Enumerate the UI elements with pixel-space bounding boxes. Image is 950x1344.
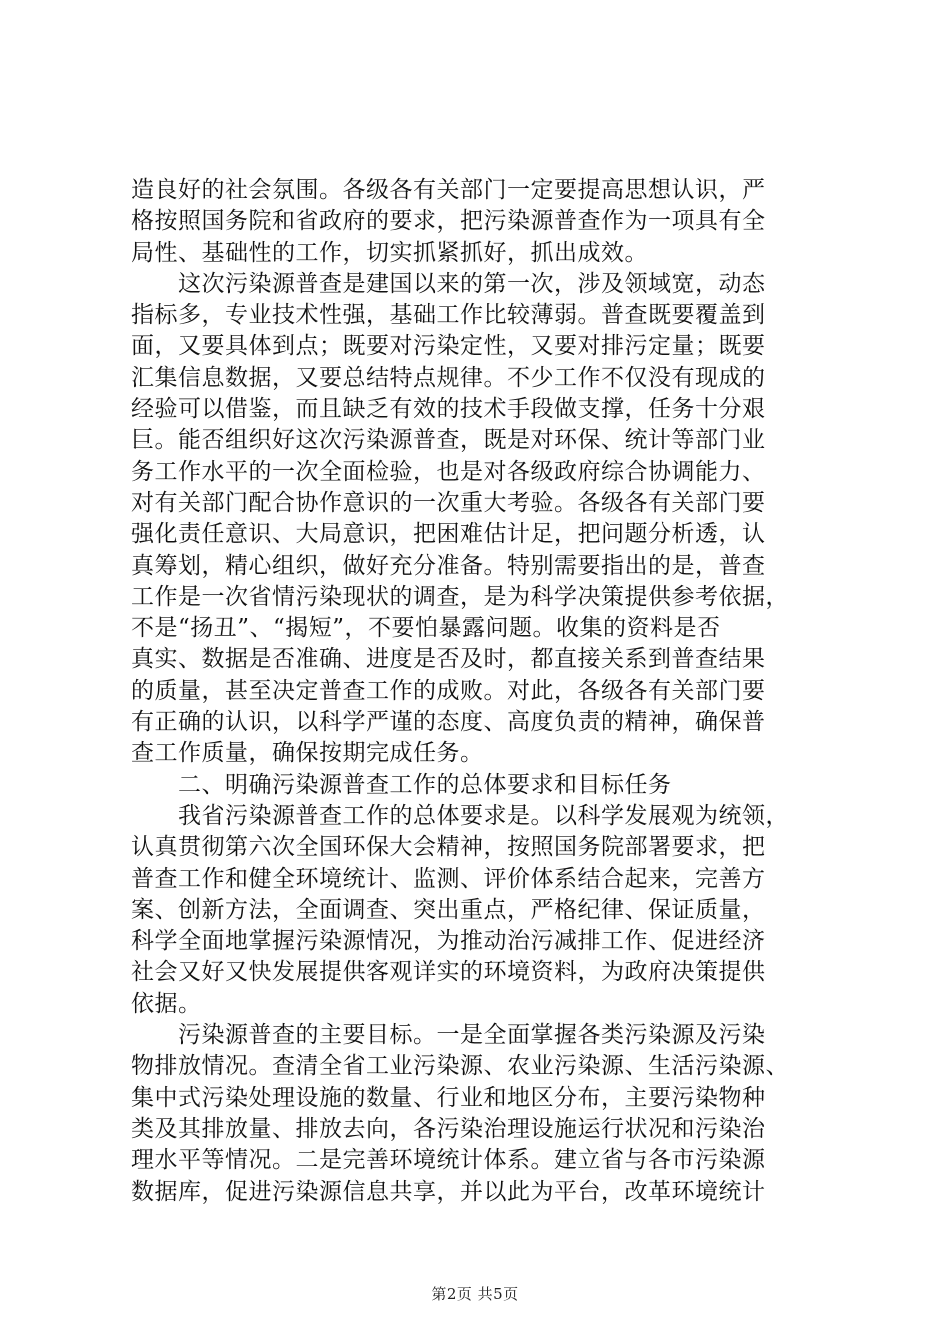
text-line: 真筹划，精心组织，做好充分准备。特别需要指出的是，普查 bbox=[131, 552, 766, 579]
text-line: 不是“扬丑”、“揭短”，不要怕暴露问题。收集的资料是否 bbox=[131, 615, 721, 642]
text-line: 巨。能否组织好这次污染源普查，既是对环保、统计等部门业 bbox=[131, 427, 766, 454]
text-line: 案、创新方法，全面调查、突出重点，严格纪律、保证质量， bbox=[131, 896, 766, 923]
document-body bbox=[131, 175, 831, 1208]
text-line: 对有关部门配合协作意识的一次重大考验。各级各有关部门要 bbox=[131, 489, 766, 516]
text-line: 格按照国务院和省政府的要求，把污染源普查作为一项具有全 bbox=[131, 208, 766, 235]
text-line: 务工作水平的一次全面检验，也是对各级政府综合协调能力、 bbox=[131, 458, 766, 485]
text-line: 汇集信息数据，又要总结特点规律。不少工作不仅没有现成的 bbox=[131, 364, 766, 391]
text-line: 这次污染源普查是建国以来的第一次，涉及领域宽，动态 bbox=[131, 270, 766, 297]
text-line: 数据库，促进污染源信息共享，并以此为平台，改革环境统计 bbox=[131, 1178, 766, 1205]
section-heading: 二、明确污染源普查工作的总体要求和目标任务 bbox=[131, 771, 672, 798]
text-line: 污染源普查的主要目标。一是全面掌握各类污染源及污染 bbox=[131, 1022, 766, 1049]
text-line: 集中式污染处理设施的数量、行业和地区分布，主要污染物种 bbox=[131, 1084, 766, 1111]
text-line: 理水平等情况。二是完善环境统计体系。建立省与各市污染源 bbox=[131, 1147, 766, 1174]
text-line: 强化责任意识、大局意识，把困难估计足，把问题分析透，认 bbox=[131, 521, 766, 548]
text-line: 的质量，甚至决定普查工作的成败。对此，各级各有关部门要 bbox=[131, 677, 766, 704]
text-line: 经验可以借鉴，而且缺乏有效的技术手段做支撑，任务十分艰 bbox=[131, 396, 766, 423]
text-line: 局性、基础性的工作，切实抓紧抓好，抓出成效。 bbox=[131, 239, 648, 266]
text-line: 有正确的认识，以科学严谨的态度、高度负责的精神，确保普 bbox=[131, 709, 766, 736]
text-line: 工作是一次省情污染现状的调查，是为科学决策提供参考依据， bbox=[131, 583, 789, 610]
text-line: 造良好的社会氛围。各级各有关部门一定要提高思想认识，严 bbox=[131, 177, 766, 203]
text-line: 科学全面地掌握污染源情况，为推动治污减排工作、促进经济 bbox=[131, 928, 766, 955]
page-footer bbox=[0, 1283, 950, 1304]
text-line: 物排放情况。查清全省工业污染源、农业污染源、生活污染源、 bbox=[131, 1053, 789, 1080]
text-line: 依据。 bbox=[131, 990, 202, 1017]
page-number: 第2页 共5页 bbox=[431, 1285, 519, 1303]
text-line: 面，又要具体到点；既要对污染定性，又要对排污定量；既要 bbox=[131, 333, 766, 360]
text-line: 社会又好又快发展提供客观详实的环境资料，为政府决策提供 bbox=[131, 959, 766, 986]
text-line: 认真贯彻第六次全国环保大会精神，按照国务院部署要求，把 bbox=[131, 834, 766, 861]
text-line: 真实、数据是否准确、进度是否及时，都直接关系到普查结果 bbox=[131, 646, 766, 673]
text-line: 指标多，专业技术性强，基础工作比较薄弱。普查既要覆盖到 bbox=[131, 302, 766, 329]
text-line: 查工作质量，确保按期完成任务。 bbox=[131, 740, 484, 767]
text-line: 类及其排放量、排放去向，各污染治理设施运行状况和污染治 bbox=[131, 1115, 766, 1142]
text-line: 我省污染源普查工作的总体要求是。以科学发展观为统领， bbox=[131, 802, 789, 829]
text-line: 普查工作和健全环境统计、监测、评价体系结合起来，完善方 bbox=[131, 865, 766, 892]
